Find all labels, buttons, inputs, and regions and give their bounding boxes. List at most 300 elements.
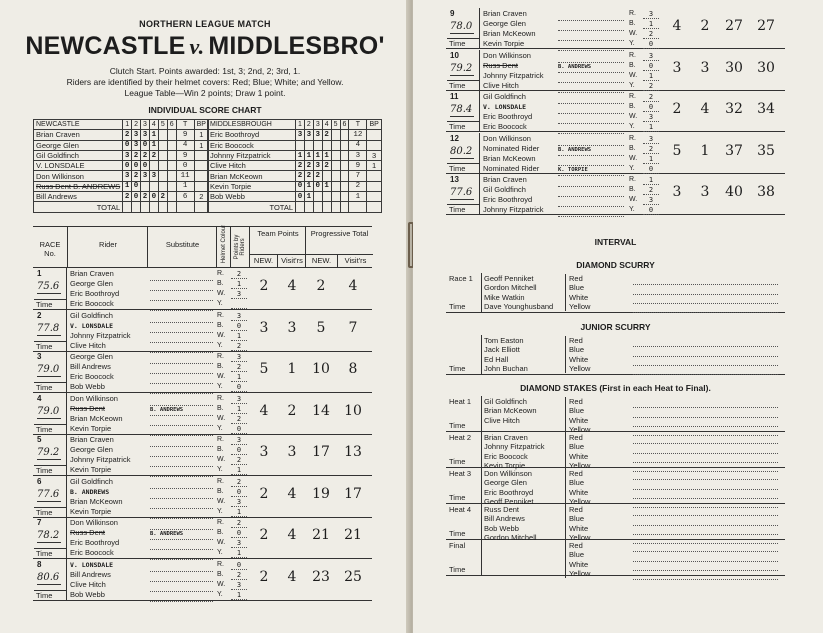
helmet-code: R. xyxy=(217,519,224,526)
race-riders xyxy=(480,92,532,132)
heat-score xyxy=(158,130,167,140)
rider-point: 1 xyxy=(231,372,247,382)
race-rider: Kevin Torpie xyxy=(70,423,112,433)
rider-point: 1 xyxy=(643,122,659,132)
substitute-entry xyxy=(150,592,213,602)
helmet-code: W. xyxy=(217,539,226,546)
substitute-entry xyxy=(150,416,213,426)
heat-score: 3 xyxy=(304,130,313,140)
heat-score xyxy=(167,161,176,171)
helmet-code: Y. xyxy=(217,549,223,556)
rider-bonus xyxy=(367,192,381,202)
score-tv: 2 xyxy=(287,402,297,419)
helmet-code: B. xyxy=(217,321,224,329)
event-colour: White xyxy=(569,354,589,364)
race-label xyxy=(446,8,480,48)
rider-point: 2 xyxy=(231,362,247,372)
heat-score xyxy=(340,181,349,191)
time-label: Time xyxy=(449,364,466,373)
helmet-code: Y. xyxy=(629,40,635,47)
score-pv: 10 xyxy=(344,402,362,419)
helmet-code: R. xyxy=(217,353,224,360)
event-label xyxy=(446,504,482,539)
substitute-entry xyxy=(150,572,213,582)
heat-score xyxy=(158,171,167,181)
race-riders xyxy=(67,269,147,309)
rider-bonus xyxy=(367,171,381,181)
helmet-code: R. xyxy=(629,93,636,100)
heat-score: 2 xyxy=(296,171,305,181)
race-number: 1 xyxy=(37,269,42,278)
event-colour: Red xyxy=(569,336,583,345)
race-block xyxy=(33,517,372,559)
race-time: 77.6 xyxy=(450,187,473,198)
event-rider: Geoff Penniket xyxy=(484,274,534,283)
time-label: Time xyxy=(447,121,480,131)
event-colours xyxy=(565,433,590,470)
helmet-code: W. xyxy=(217,373,226,380)
heat-score xyxy=(322,192,331,202)
total-cell xyxy=(331,202,340,212)
substitute-entry xyxy=(558,177,624,187)
heat-score: 0 xyxy=(123,161,132,171)
substitute-entry xyxy=(150,479,213,489)
rider-point: 1 xyxy=(231,465,247,475)
substitute-entry xyxy=(150,499,213,509)
event-rider: Dave Younghusband xyxy=(484,301,554,311)
result-line xyxy=(633,490,778,499)
result-line xyxy=(633,454,778,463)
heat-score xyxy=(158,150,167,160)
race-time: 78.0 xyxy=(450,21,473,32)
race-rider: Johnny Fitzpatrick xyxy=(70,455,131,464)
helmet-code: Y. xyxy=(217,507,223,515)
race-block xyxy=(446,133,785,174)
event-riders xyxy=(484,469,564,506)
result-line xyxy=(633,357,778,366)
event-block xyxy=(446,273,785,313)
total-cell xyxy=(141,202,150,212)
time-label: Time xyxy=(447,163,480,173)
race-riders xyxy=(480,51,543,91)
team-name-header: MIDDLESBROUGH xyxy=(208,120,296,130)
helmet-code: B. xyxy=(217,404,224,412)
substitute-entry xyxy=(558,187,624,197)
score-tv: 4 xyxy=(700,101,710,117)
race-rider: Brian Craven xyxy=(70,269,114,278)
heat-score: 3 xyxy=(132,130,141,140)
helmet-colours xyxy=(629,175,641,215)
helmet-code: W. xyxy=(217,414,226,422)
heat-score: 1 xyxy=(322,181,331,191)
race-rider: Nominated Rider xyxy=(483,143,540,153)
substitute-entry xyxy=(558,207,624,217)
race-rider: Don Wilkinson xyxy=(70,518,118,527)
score-tv: 3 xyxy=(287,319,297,336)
score-tv: 4 xyxy=(287,278,297,294)
race-riders xyxy=(67,352,147,392)
rider-point: 3 xyxy=(643,51,659,61)
race-number: 4 xyxy=(37,393,42,403)
helmet-code: Y. xyxy=(217,300,223,307)
heat-score: 3 xyxy=(141,130,150,140)
race-rider: Gil Goldfinch xyxy=(70,476,113,486)
helmet-colours xyxy=(629,9,641,49)
heat-score xyxy=(340,192,349,202)
race-number: 12 xyxy=(450,133,459,143)
race-label xyxy=(33,268,67,309)
heat-score: 0 xyxy=(296,181,305,191)
result-line xyxy=(633,571,778,580)
event-rider: Clive Hitch xyxy=(484,415,520,425)
score-tn: 4 xyxy=(259,402,269,419)
substitute-entry xyxy=(150,291,213,301)
rider-points xyxy=(643,51,659,91)
result-line xyxy=(633,338,778,347)
score-tn: 2 xyxy=(259,278,269,294)
heat-score: 2 xyxy=(141,150,150,160)
score-col-header: 1 xyxy=(296,120,305,130)
race-time: 79.2 xyxy=(450,62,473,74)
heat-score: 2 xyxy=(296,161,305,171)
rider-point: 3 xyxy=(643,134,659,144)
race-block xyxy=(33,476,372,518)
substitute-entry xyxy=(558,73,624,83)
event-colour: White xyxy=(569,451,589,461)
score-col-header: 2 xyxy=(304,120,313,130)
rider-point: 3 xyxy=(231,580,247,590)
helmet-code: W. xyxy=(629,113,638,120)
result-line xyxy=(633,435,778,444)
result-line xyxy=(633,399,778,408)
score-col-header: 1 xyxy=(123,120,132,130)
rider-total: 6 xyxy=(176,192,194,202)
event-rider: Bob Webb xyxy=(484,523,519,533)
score-pv: 25 xyxy=(344,568,362,585)
race-rider: Bill Andrews xyxy=(70,569,111,579)
event-label xyxy=(446,396,482,431)
helmet-code: W. xyxy=(629,196,638,203)
rider-points xyxy=(231,435,247,475)
heat-score: 3 xyxy=(141,171,150,181)
event-colour: Blue xyxy=(569,478,585,488)
heat-score xyxy=(296,140,305,150)
rider-point: 3 xyxy=(231,352,247,362)
points-by-riders-header: Points by Riders xyxy=(234,234,246,260)
heat-score: 0 xyxy=(141,140,150,150)
heat-score: 2 xyxy=(132,150,141,160)
helmet-colours xyxy=(629,92,641,132)
race-block xyxy=(33,351,372,393)
heat-score: 1 xyxy=(322,150,331,160)
race-label xyxy=(33,517,67,558)
result-line xyxy=(633,552,778,561)
score-tn: 2 xyxy=(259,527,269,543)
substitute-lines xyxy=(558,11,624,51)
helmet-code: B. xyxy=(629,186,636,193)
away-team-title: MIDDLESBRO' xyxy=(208,32,385,60)
rider-name: V. LONSDALE xyxy=(34,161,123,171)
rider-point: 0 xyxy=(231,321,247,331)
helmet-code: W. xyxy=(629,154,638,162)
rider-point: 0 xyxy=(643,61,659,71)
total-label: TOTAL xyxy=(208,202,296,212)
result-line xyxy=(633,304,778,313)
rider-points xyxy=(231,269,247,309)
substitute-entry xyxy=(150,447,213,457)
rider-total: 12 xyxy=(349,130,367,140)
helmet-colours xyxy=(217,560,229,600)
substitute-header: Substitute xyxy=(165,240,200,249)
rider-total: 3 xyxy=(349,150,367,160)
rider-name: Eric Boothroyd xyxy=(208,130,296,140)
score-col-header: 5 xyxy=(158,120,167,130)
race-label xyxy=(446,50,480,90)
event-block xyxy=(446,335,785,375)
substitute-entry: K. TORPIE xyxy=(558,166,624,176)
race-rider: Don Wilkinson xyxy=(483,50,531,60)
race-riders xyxy=(480,175,543,215)
rider-point: 3 xyxy=(643,112,659,122)
helmet-code: R. xyxy=(217,436,224,443)
score-row xyxy=(208,181,382,191)
substitute-lines xyxy=(150,313,213,353)
helmet-code: B. xyxy=(629,20,636,27)
race-block xyxy=(446,50,785,91)
time-label: Time xyxy=(449,529,466,538)
event-rider: Mike Watkin xyxy=(484,292,525,302)
result-line xyxy=(633,408,778,417)
heat-score: 0 xyxy=(313,181,322,191)
race-time: 79.0 xyxy=(37,405,60,417)
race-block xyxy=(446,91,785,132)
substitute-lines xyxy=(150,437,213,477)
heat-score xyxy=(331,161,340,171)
score-tn: 2 xyxy=(259,568,269,585)
rider-points xyxy=(231,394,247,434)
heat-score xyxy=(149,181,158,191)
right-page xyxy=(413,0,823,633)
rider-name: Bill Andrews xyxy=(34,192,123,202)
rider-point: 2 xyxy=(643,92,659,102)
race-rider: George Glen xyxy=(70,279,113,288)
helmet-code: B. xyxy=(217,363,224,370)
score-row xyxy=(208,130,382,140)
heat-score: 0 xyxy=(141,161,150,171)
home-team-title: NEWCASTLE xyxy=(25,32,186,60)
score-tv: 4 xyxy=(287,485,297,502)
score-pv: 21 xyxy=(344,527,362,543)
result-line xyxy=(633,471,778,480)
rider-point: 3 xyxy=(231,497,247,507)
total-cell xyxy=(340,202,349,212)
result-line xyxy=(633,507,778,516)
race-rider: Eric Boothroyd xyxy=(483,112,533,121)
heat-score: 1 xyxy=(304,192,313,202)
score-pv: 7 xyxy=(348,319,358,336)
score-row xyxy=(208,140,382,150)
score-pn: 40 xyxy=(725,184,743,200)
heat-score: 3 xyxy=(132,140,141,150)
rider-points xyxy=(643,9,659,49)
helmet-code: W. xyxy=(217,331,226,339)
helmet-code: R. xyxy=(217,394,224,402)
race-rider: Kevin Torpie xyxy=(70,465,112,474)
substitute-lines xyxy=(558,94,624,134)
rider-point: 0 xyxy=(643,205,659,215)
race-block xyxy=(33,310,372,352)
race-rider: Eric Boocock xyxy=(483,122,527,131)
rider-name: Gil Goldfinch xyxy=(34,150,123,160)
helmet-code: Y. xyxy=(217,341,223,349)
event-label xyxy=(446,468,482,503)
heat-score: 2 xyxy=(141,192,150,202)
heat-score: 1 xyxy=(304,181,313,191)
total-cell xyxy=(176,202,194,212)
score-pn: 27 xyxy=(725,18,743,34)
event-rider: Gordon Mitchell xyxy=(484,283,537,293)
score-pn: 14 xyxy=(312,402,330,419)
score-row xyxy=(208,161,382,171)
time-label: Time xyxy=(34,465,67,475)
heat-score: 2 xyxy=(158,192,167,202)
race-rider: George Glen xyxy=(70,445,113,454)
rider-points xyxy=(643,92,659,132)
event-colour: Yellow xyxy=(569,301,591,311)
heat-score: 3 xyxy=(313,130,322,140)
substitute-lines xyxy=(150,520,213,560)
substitute-entry xyxy=(558,104,624,114)
race-rider: Johnny Fitzpatrick xyxy=(483,205,544,214)
event-colour: Yellow xyxy=(569,532,591,542)
time-label: Time xyxy=(34,299,67,309)
race-time: 79.0 xyxy=(37,364,60,375)
race-rider: Bob Webb xyxy=(70,382,105,391)
score-tn: 3 xyxy=(259,319,269,336)
rider-point: 2 xyxy=(231,518,247,528)
rider-name: Russ Dent B. ANDREWS xyxy=(34,181,123,191)
helmet-code: B. xyxy=(217,446,224,453)
heat-score: 2 xyxy=(313,171,322,181)
rider-bonus xyxy=(367,130,381,140)
rider-point: 2 xyxy=(643,81,659,91)
time-label: Time xyxy=(449,493,466,502)
race-number: 7 xyxy=(37,518,42,527)
rider-total: 4 xyxy=(349,140,367,150)
score-pn: 32 xyxy=(725,101,743,117)
rider-point: 3 xyxy=(231,394,247,404)
score-tn: 2 xyxy=(672,101,682,117)
rider-total: 4 xyxy=(176,140,194,150)
race-rider: Clive Hitch xyxy=(483,80,519,90)
helmet-code: W. xyxy=(217,456,226,463)
heat-score xyxy=(340,161,349,171)
rider-point: 2 xyxy=(231,269,247,279)
time-label: Time xyxy=(449,302,466,311)
heat-score: 2 xyxy=(132,171,141,181)
rider-point: 1 xyxy=(643,19,659,29)
rider-name: George Glen xyxy=(34,140,123,150)
rider-point: 0 xyxy=(231,424,247,434)
helmet-code: Y. xyxy=(217,466,223,473)
event-riders xyxy=(484,505,564,542)
rider-point: 0 xyxy=(231,382,247,392)
score-tn: 5 xyxy=(672,142,682,159)
diamond-scurry-heading: DIAMOND SCURRY xyxy=(576,260,655,270)
rider-point: 0 xyxy=(643,164,659,174)
result-line xyxy=(633,444,778,453)
race-rider: George Glen xyxy=(70,352,113,361)
time-label: Time xyxy=(34,382,67,392)
substitute-entry: B. ANDREWS xyxy=(150,530,213,540)
race-riders xyxy=(67,394,147,434)
time-label: Time xyxy=(447,204,480,214)
heat-score: 3 xyxy=(149,171,158,181)
total-cell xyxy=(349,202,367,212)
substitute-entry: B. ANDREWS xyxy=(558,146,624,156)
rider-bonus: 1 xyxy=(194,140,208,150)
race-rider: Brian McKeown xyxy=(70,413,123,423)
helmet-code: Y. xyxy=(217,590,223,598)
helmet-code: W. xyxy=(217,497,226,505)
score-pn: 2 xyxy=(316,278,326,294)
score-row xyxy=(34,140,209,150)
heat-score: 2 xyxy=(123,192,132,202)
race-rider: Bob Webb xyxy=(70,589,105,599)
event-colours xyxy=(565,469,590,506)
heat-score xyxy=(149,161,158,171)
score-row xyxy=(34,130,209,140)
substitute-entry xyxy=(558,31,624,41)
substitute-lines xyxy=(558,53,624,93)
race-rider: Johnny Fitzpatrick xyxy=(70,330,131,340)
race-rider: Eric Boocock xyxy=(70,372,114,381)
event-colour: Blue xyxy=(569,514,585,524)
score-pn: 37 xyxy=(725,142,743,159)
total-cell xyxy=(123,202,132,212)
heat-score xyxy=(340,140,349,150)
helmet-code: W. xyxy=(629,71,638,79)
race-number: 2 xyxy=(37,310,42,320)
rider-point: 0 xyxy=(231,445,247,455)
helmet-code: R. xyxy=(217,477,224,485)
race-rider: Eric Boothroyd xyxy=(483,195,533,204)
score-col-header: T xyxy=(349,120,367,130)
event-riders xyxy=(484,274,564,311)
time-label: Time xyxy=(449,421,466,430)
result-lines xyxy=(633,399,778,436)
helmet-code: Y. xyxy=(629,81,635,89)
race-rider: Don Wilkinson xyxy=(70,393,118,403)
event-name: Heat 1 xyxy=(449,397,472,406)
race-riders xyxy=(480,134,539,174)
race-rider: V. LONSDALE xyxy=(70,321,114,330)
result-lines xyxy=(633,471,778,508)
total-cell xyxy=(149,202,158,212)
rider-point: 1 xyxy=(231,404,247,414)
race-rider: Nominated Rider xyxy=(483,163,540,173)
substitute-entry xyxy=(150,374,213,384)
score-tv: 1 xyxy=(700,142,710,159)
score-col-header: 4 xyxy=(322,120,331,130)
total-cell xyxy=(367,202,381,212)
interval-heading: INTERVAL xyxy=(594,237,637,247)
diamond-stakes-heading: DIAMOND STAKES (First in each Heat to Final). xyxy=(520,383,711,393)
event-colour: Red xyxy=(569,541,583,550)
substitute-entry xyxy=(558,53,624,63)
heat-score xyxy=(322,140,331,150)
race-rider: Brian McKeown xyxy=(483,153,536,163)
